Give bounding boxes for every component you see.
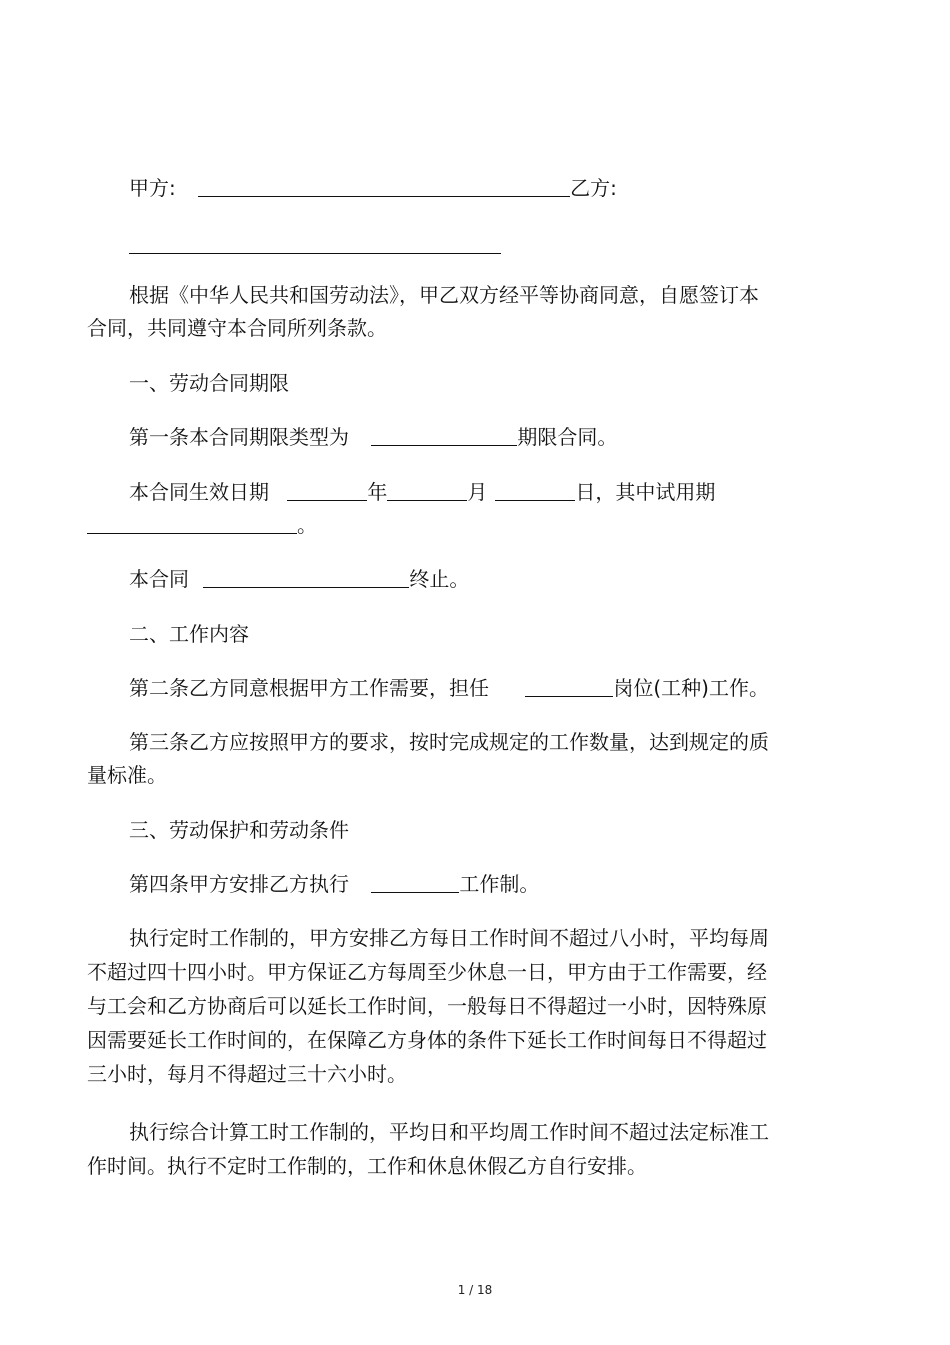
article-2-suffix: 岗位(工种)工作。 (613, 676, 769, 700)
probation-blank[interactable] (87, 509, 297, 534)
section-1-heading: 一、劳动合同期限 (129, 371, 289, 395)
contract-type-blank[interactable] (371, 421, 517, 446)
article-4 (129, 867, 849, 901)
article-2-prefix: 第二条乙方同意根据甲方工作需要，担任 (129, 676, 489, 700)
year-blank[interactable] (287, 476, 367, 501)
party-a-blank[interactable] (198, 172, 570, 197)
termination-suffix: 终止。 (409, 567, 470, 591)
article-3-line-2: 量标准。 (87, 763, 167, 787)
effective-date-line (129, 475, 849, 509)
intro-line-2: 合同，共同遵守本合同所列条款。 (87, 316, 387, 340)
month-label: 月 (467, 480, 488, 504)
probation-end: 。 (297, 513, 317, 537)
termination-prefix: 本合同 (129, 567, 189, 591)
article-1-suffix: 期限合同。 (517, 425, 618, 449)
work-system-blank[interactable] (371, 868, 459, 893)
article-1 (129, 420, 849, 454)
party-a-line (129, 171, 849, 205)
party-b-label: 乙方: (570, 176, 617, 200)
party-a-label: 甲方: (129, 176, 176, 200)
day-suffix: 日，其中试用期 (575, 480, 716, 504)
termination-blank[interactable] (203, 563, 409, 588)
year-label: 年 (367, 480, 388, 504)
paragraph-1-line-1: 执行定时工作制的，甲方安排乙方每日工作时间不超过八小时，平均每周 (129, 926, 769, 950)
page-separator: / (469, 1283, 474, 1297)
position-blank[interactable] (525, 672, 613, 697)
day-blank[interactable] (495, 476, 575, 501)
termination-line (129, 562, 849, 596)
paragraph-1-line-2: 不超过四十四小时。甲方保证乙方每周至少休息一日，甲方由于工作需要，经 (87, 960, 767, 984)
page-number: 1 (457, 1283, 466, 1297)
probation-line (87, 508, 807, 542)
paragraph-1-line-3: 与工会和乙方协商后可以延长工作时间，一般每日不得超过一小时，因特殊原 (87, 994, 767, 1018)
page-footer (0, 1281, 950, 1299)
section-2-heading: 二、工作内容 (129, 622, 249, 646)
intro-line-1: 根据《中华人民共和国劳动法》，甲乙双方经平等协商同意，自愿签订本 (129, 283, 759, 307)
section-3-heading: 三、劳动保护和劳动条件 (129, 818, 349, 842)
month-blank[interactable] (387, 476, 467, 501)
paragraph-1-line-5: 三小时，每月不得超过三十六小时。 (87, 1062, 407, 1086)
article-4-suffix: 工作制。 (459, 872, 540, 896)
effective-date-prefix: 本合同生效日期 (129, 480, 269, 504)
article-3-line-1: 第三条乙方应按照甲方的要求，按时完成规定的工作数量，达到规定的质 (129, 730, 769, 754)
party-b-line (129, 228, 849, 262)
party-b-blank[interactable] (129, 229, 501, 254)
paragraph-2-line-1: 执行综合计算工时工作制的，平均日和平均周工作时间不超过法定标准工 (129, 1120, 769, 1144)
article-4-prefix: 第四条甲方安排乙方执行 (129, 872, 349, 896)
article-2 (129, 671, 849, 705)
paragraph-2-line-2: 作时间。执行不定时工作制的，工作和休息休假乙方自行安排。 (87, 1154, 647, 1178)
paragraph-1-line-4: 因需要延长工作时间的，在保障乙方身体的条件下延长工作时间每日不得超过 (87, 1028, 767, 1052)
article-1-prefix: 第一条本合同期限类型为 (129, 425, 349, 449)
page-total: 18 (477, 1283, 493, 1297)
